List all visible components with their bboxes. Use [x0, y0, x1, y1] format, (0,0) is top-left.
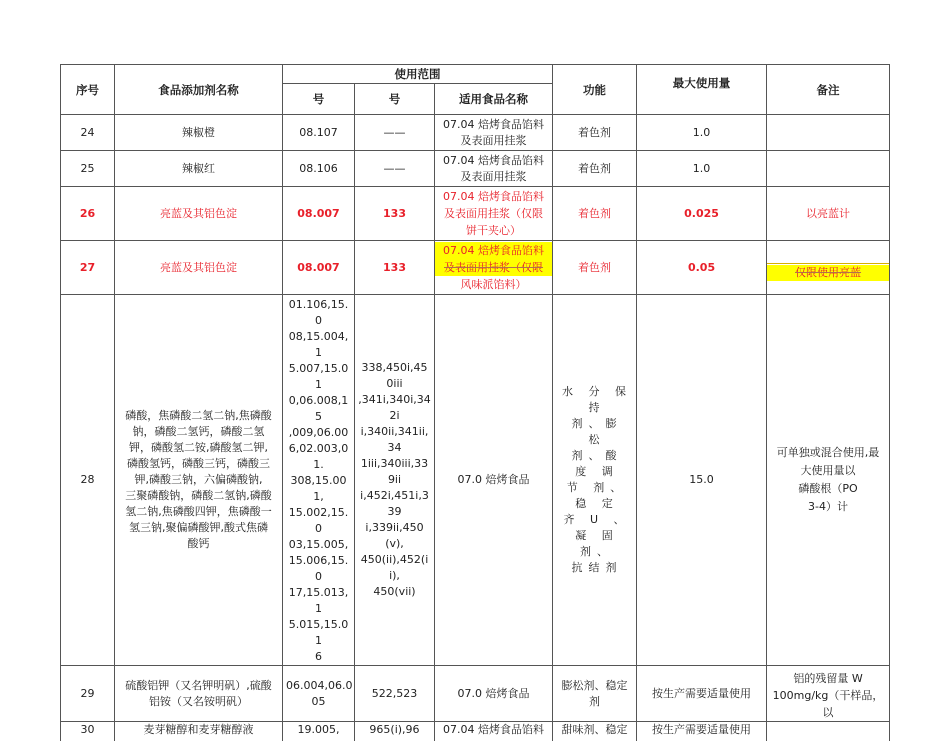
remark-line: 铝的残留量 W	[793, 672, 863, 685]
cell-no2: 133	[355, 187, 435, 241]
food-line: 风味派馅料）	[460, 278, 527, 291]
table-row	[61, 151, 890, 187]
cell-food: 07.0 焙烤食品	[435, 295, 553, 666]
header-scope-no1: 号	[283, 84, 355, 115]
function-line: 齐 U 、凝 固	[563, 513, 631, 542]
food-line: 07.04 焙烤食品馅料	[443, 190, 545, 203]
cell-remark	[767, 115, 890, 151]
remark-line: 3-4）计	[808, 500, 849, 513]
remark-line: 可单独或混合使用,最	[776, 446, 880, 459]
cell-food: 07.0 焙烤食品	[435, 666, 553, 722]
cell-food: 07.04 焙烤食品馅料	[435, 722, 553, 741]
cell-remark	[767, 722, 890, 741]
no1-line: 0,06.008,15	[288, 394, 349, 423]
cell-remark: 以亮蓝计	[767, 187, 890, 241]
no2-line: i,340ii,341ii,34	[360, 425, 429, 454]
header-scope: 使用范围	[283, 65, 553, 84]
function-line: 水 分 保 持	[562, 385, 633, 414]
cell-no2: 522,523	[355, 666, 435, 722]
cell-seq: 30	[61, 722, 115, 741]
cell-food	[435, 187, 553, 241]
food-line: 饼干夹心）	[466, 224, 522, 237]
no1-line: 15.002,15.0	[288, 506, 349, 535]
cell-remark	[767, 295, 890, 666]
food-line: 07.04 焙烤食品馅料	[435, 242, 552, 259]
cell-no1: 08.107	[283, 115, 355, 151]
function-line: 剂、	[580, 545, 615, 558]
no2-line: 1iii,340iii,339ii	[360, 457, 429, 486]
header-name: 食品添加剂名称	[115, 65, 283, 115]
cell-no2: ——	[355, 115, 435, 151]
food-line: 07.04 焙烤食品馅料	[443, 117, 545, 131]
cell-function: 着色剂	[553, 187, 637, 241]
table-row	[61, 241, 890, 295]
no1-line: 1.	[313, 458, 324, 471]
cell-no1: 08.007	[283, 187, 355, 241]
name-line: 磷酸，焦磷酸二氢二钠,焦磷酸	[125, 409, 272, 422]
no1-line: 17,15.013,1	[288, 586, 349, 615]
additive-table	[60, 64, 890, 741]
cell-name: 麦芽糖醇和麦芽糖醇液	[115, 722, 283, 741]
function-line: 剂、酸 度 调	[571, 449, 623, 478]
cell-seq: 24	[61, 115, 115, 151]
function-line: 剂、膨 松	[571, 417, 623, 446]
cell-name: 亮蓝及其铝色淀	[115, 241, 283, 295]
header-max-use: 最大使用量	[637, 65, 767, 115]
header-function: 功能	[553, 65, 637, 115]
name-line: 钾，磷酸氢二铵,磷酸氢二钾,	[129, 441, 268, 454]
name-line: 硫酸铝钾（又名钾明矾）,硫酸	[125, 678, 272, 692]
no1-line: 308,15.001,	[290, 474, 347, 503]
header-row	[61, 65, 890, 84]
no1-line: 15.006,15.0	[288, 554, 349, 583]
cell-function: 着色剂	[553, 115, 637, 151]
cell-remark	[767, 151, 890, 187]
no1-line: 01.106,15.0	[288, 298, 349, 327]
header-seq: 序号	[61, 65, 115, 115]
table-row	[61, 666, 890, 722]
no1-line: 05	[311, 694, 326, 708]
cell-no1: 19.005,	[283, 722, 355, 741]
cell-no2	[355, 295, 435, 666]
no1-line: 08,15.004,1	[288, 330, 349, 359]
cell-remark	[767, 666, 890, 722]
cell-max: 0.05	[637, 241, 767, 295]
no1-line: 03,15.005,	[288, 538, 349, 551]
cell-name: 辣椒红	[115, 151, 283, 187]
remark-highlight: 仅限使用亮蓝	[767, 265, 889, 281]
cell-no1	[283, 666, 355, 722]
function-line: 膨松剂、稳定	[561, 678, 628, 692]
no2-line: 338,450i,450iii	[361, 361, 428, 390]
cell-no1: 08.106	[283, 151, 355, 187]
cell-seq: 26	[61, 187, 115, 241]
name-line: 钾,磷酸三钠，六偏磷酸钠,	[134, 473, 263, 486]
cell-function	[553, 666, 637, 722]
no1-line: 6	[315, 650, 322, 663]
cell-no2: 965(i),96	[355, 722, 435, 741]
cell-name	[115, 295, 283, 666]
food-line: 及表面用挂浆	[460, 169, 527, 183]
no2-line: ,341i,340i,342i	[358, 393, 431, 422]
no1-line: 6,02.003,0	[288, 442, 349, 455]
cell-max: 1.0	[637, 151, 767, 187]
cell-max: 15.0	[637, 295, 767, 666]
name-line: 磷酸氢钙，磷酸三钙，磷酸三	[127, 457, 270, 470]
cell-food	[435, 115, 553, 151]
cell-function: 甜味剂、稳定	[553, 722, 637, 741]
food-line: 及表面用挂浆	[460, 133, 527, 147]
remark-line: 以	[822, 706, 834, 719]
cell-max: 按生产需要适量使用	[637, 666, 767, 722]
cell-no2: 133	[355, 241, 435, 295]
remark-line: 100mg/kg（干样品，	[772, 689, 884, 702]
name-line: 钠，磷酸二氢钙，磷酸二氢	[132, 425, 265, 438]
name-line: 三聚磷酸钠，磷酸二氢钠,磷酸	[125, 489, 272, 502]
name-line: 酸钙	[187, 537, 210, 550]
table-row	[61, 115, 890, 151]
cell-function: 着色剂	[553, 241, 637, 295]
cell-remark	[767, 241, 890, 295]
name-line: 氢三钠,聚偏磷酸钾,酸式焦磷	[129, 521, 268, 534]
no1-line: ,009,06.00	[288, 426, 349, 439]
food-line: 及表面用挂浆（仅限	[444, 207, 544, 220]
function-line: 节 剂、稳 定	[566, 481, 628, 510]
no1-line: 06.004,06.0	[286, 678, 353, 692]
name-line: 氢二钠,焦磷酸四钾，焦磷酸一	[125, 505, 272, 518]
cell-max: 0.025	[637, 187, 767, 241]
remark-line: 磷酸根（PO	[798, 482, 858, 495]
table-row	[61, 187, 890, 241]
function-line: 抗结剂	[571, 561, 623, 574]
name-line: 铝铵（又名铵明矾）	[149, 694, 248, 708]
cell-no1: 08.007	[283, 241, 355, 295]
cell-no2: ——	[355, 151, 435, 187]
cell-max: 按生产需要适量使用	[637, 722, 767, 741]
cell-no1	[283, 295, 355, 666]
no1-line: 5.015,15.01	[288, 618, 349, 647]
food-line: 07.04 焙烤食品馅料	[443, 153, 545, 167]
cell-food	[435, 241, 553, 295]
function-line: 剂	[589, 694, 601, 708]
cell-seq: 27	[61, 241, 115, 295]
cell-seq: 29	[61, 666, 115, 722]
cell-seq: 28	[61, 295, 115, 666]
no2-line: i,452i,451i,339	[360, 489, 429, 518]
table-row	[61, 722, 890, 741]
food-line: 及表面用挂浆（仅限	[435, 259, 552, 276]
cell-name	[115, 666, 283, 722]
no2-line: i,339ii,450(v),	[365, 521, 424, 550]
no2-line: 450(vii)	[373, 585, 416, 598]
table-row	[61, 295, 890, 666]
header-food-name: 适用食品名称	[435, 84, 553, 115]
cell-max: 1.0	[637, 115, 767, 151]
header-remark: 备注	[767, 65, 890, 115]
no1-line: 5.007,15.01	[288, 362, 349, 391]
remark-line: 大使用量以	[800, 464, 856, 477]
cell-seq: 25	[61, 151, 115, 187]
cell-function	[553, 295, 637, 666]
cell-name: 辣椒橙	[115, 115, 283, 151]
cell-function: 着色剂	[553, 151, 637, 187]
header-scope-no2: 号	[355, 84, 435, 115]
cell-food	[435, 151, 553, 187]
no2-line: 450(ii),452(ii),	[360, 553, 429, 582]
cell-name: 亮蓝及其铝色淀	[115, 187, 283, 241]
